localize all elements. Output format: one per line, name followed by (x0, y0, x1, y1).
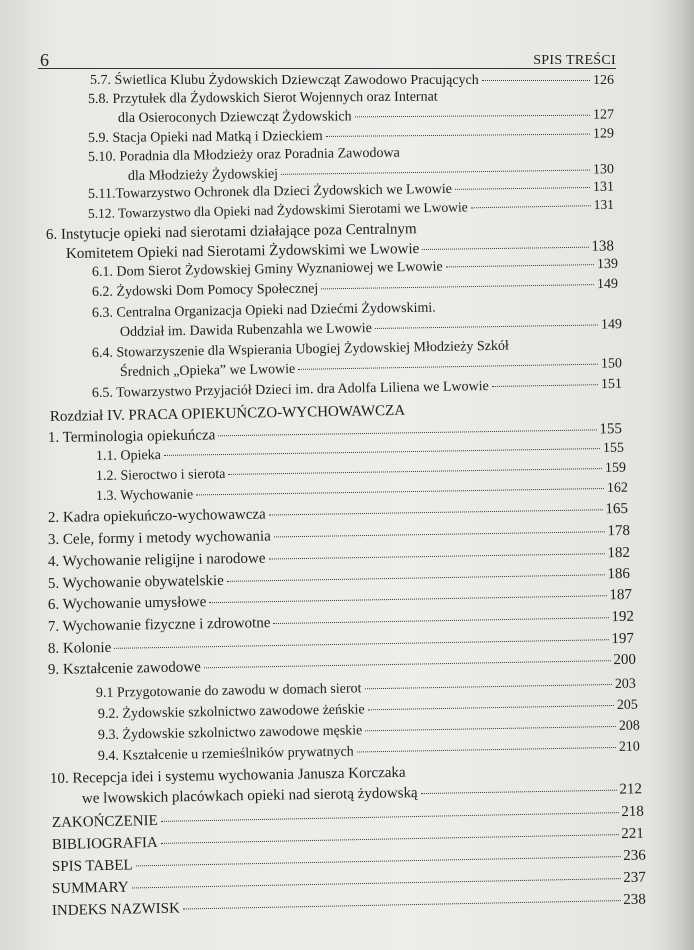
toc-entry-title: 8. Kolonie (47, 639, 112, 657)
toc-entry-title: 9. Kształcenie zawodowe (47, 659, 201, 678)
toc-entry-page: 149 (596, 276, 619, 293)
toc-entry-page: 129 (592, 126, 615, 142)
toc-entry-page: 126 (593, 73, 614, 88)
toc-entry-title: 5.9. Stacja Opieki nad Matką i Dzieckiem (87, 128, 323, 146)
toc-dot-leader (326, 134, 590, 137)
running-head: SPIS TREŚCI (533, 53, 616, 68)
toc-entry-page: 131 (593, 196, 615, 213)
toc-entry-title: 5.7. Świetlica Klubu Żydowskich Dziewcząt Zawodowo Pracujących (90, 73, 479, 88)
toc-entry-title: dla Osieroconych Dziewcząt Żydowskich (117, 109, 352, 126)
toc-entry-title: BIBLIOGRAFIA (51, 834, 158, 853)
toc-entry-title: 10. Recepcja idei i systemu wychowania Janusza Korczaka (49, 764, 406, 787)
toc-entry-page: 212 (619, 781, 643, 798)
toc-dot-leader (196, 488, 604, 495)
toc-dot-leader (183, 900, 621, 909)
toc-entry-title: dla Młodzieży Żydowskiej (127, 166, 279, 184)
toc-dot-leader (298, 364, 598, 370)
toc-entry-title: 1.2. Sieroctwo i sierota (95, 466, 226, 484)
toc-entry-title: 5.12. Towarzystwo dla Opieki nad Żydowskimi Sierotami we Lwowie (87, 199, 468, 221)
toc-entry-page: 182 (607, 544, 631, 562)
toc-entry-title: 3. Cele, formy i metody wychowania (47, 528, 271, 548)
toc-entry-title: 6. Wychowanie umysłowe (47, 594, 207, 613)
toc-dot-leader (161, 834, 619, 844)
toc-entry-page: 197 (611, 630, 635, 648)
toc-entry-title: 1.1. Opieka (95, 447, 162, 464)
toc-entry-page: 203 (614, 676, 637, 692)
toc-entry-page: 187 (609, 586, 633, 604)
toc-entry-title: Rozdział IV. PRACA OPIEKUŃCZO-WYCHOWAWCZA (49, 402, 406, 425)
toc-dot-leader (471, 205, 591, 208)
toc-dot-leader (364, 684, 611, 689)
toc-dot-leader (161, 812, 619, 822)
toc-dot-leader (228, 468, 601, 475)
toc-entry-title: 6.4. Stowarzyszenie dla Wspierania Ubogiej Żydowskiej Młodzieży Szkół (91, 338, 509, 361)
toc-dot-leader (375, 324, 598, 329)
toc-entry-title: 6. Instytucje opieki nad sierotami działające poza Centralnym (45, 221, 417, 243)
toc-entry-title: 5.8. Przytułek dla Żydowskich Sierot Wojennych oraz Internat (87, 89, 438, 107)
toc-entry-title: 9.3. Żydowskie szkolnictwo zawodowe męskie (97, 723, 363, 743)
toc-entry-title: 6.2. Żydowski Dom Pomocy Społecznej (91, 281, 319, 300)
toc-entry-title: 9.4. Kształcenie u rzemieślników prywatnych (97, 744, 354, 764)
toc-dot-leader (269, 509, 603, 515)
toc-entry-page: 149 (600, 317, 623, 333)
toc-dot-leader (281, 170, 590, 175)
toc-entry-title: 1. Terminologia opiekuńcza (47, 427, 216, 446)
toc-dot-leader (321, 284, 594, 289)
toc-entry-page: 238 (623, 891, 647, 909)
toc-entry-page: 162 (606, 480, 629, 496)
toc-dot-leader (421, 790, 617, 794)
toc-entry-page: 192 (611, 608, 635, 626)
toc-entry-title: 7. Wychowanie fizyczne i zdrowotne (47, 615, 271, 635)
toc-entry-page: 208 (618, 718, 641, 734)
toc-entry-title: 6.3. Centralna Organizacja Opieki nad Dziećmi Żydowskimi. (91, 300, 436, 321)
toc-dot-leader (164, 448, 600, 456)
toc-dot-leader (482, 80, 590, 81)
toc-dot-leader (268, 553, 604, 559)
toc-entry-page: 165 (605, 500, 629, 518)
toc-entry-page: 237 (623, 869, 647, 887)
toc-entry-title: 9.2. Żydowskie szkolnictwo zawodowe żeńskie (97, 702, 365, 722)
toc-entry-page: 200 (613, 651, 637, 669)
toc-entry-page: 186 (607, 565, 631, 583)
toc-entry-page: 178 (607, 522, 631, 540)
toc-entry-page: 205 (616, 697, 639, 713)
toc-entry-title: 9.1 Przygotowanie do zawodu w domach sierot (95, 681, 362, 701)
toc-entry-title: SUMMARY (51, 879, 129, 897)
toc-dot-leader (114, 639, 608, 649)
toc-entry-page: 155 (602, 440, 625, 457)
toc-dot-leader (357, 747, 616, 753)
toc-entry-page: 155 (599, 420, 623, 438)
toc-dot-leader (365, 726, 616, 731)
toc-dot-leader (446, 264, 594, 267)
toc-dot-leader (422, 247, 588, 250)
toc-entry-title: 4. Wychowanie religijne i narodowe (47, 550, 266, 570)
toc-entry-title: Komitetem Opieki nad Sierotami Żydowskimi we Lwowie (65, 241, 420, 262)
toc-dot-leader (209, 595, 606, 603)
toc-dot-leader (218, 429, 596, 436)
toc-dot-leader (492, 384, 598, 387)
toc-entry-title: INDEKS NAZWISK (51, 900, 180, 919)
toc-dot-leader (136, 856, 621, 866)
toc-entry-title: we lwowskich placówkach opieki nad sierotą żydowską (81, 785, 418, 807)
toc-dot-leader (274, 531, 605, 537)
toc-entry-page: 150 (600, 356, 623, 372)
toc-entry-page: 159 (604, 460, 627, 477)
toc-entry-title: ZAKOŃCZENIE (51, 812, 158, 831)
toc-dot-leader (455, 187, 590, 190)
toc-entry-title: 6.1. Dom Sierot Żydowskiej Gminy Wyznaniowej we Lwowie (91, 259, 443, 280)
toc-entry-title: Oddział im. Dawida Rubenzahla we Lwowie (119, 321, 372, 340)
toc-dot-leader (204, 660, 611, 668)
toc-dot-leader (368, 705, 614, 710)
toc-dot-leader (355, 115, 590, 118)
toc-entry-page: 127 (592, 107, 615, 123)
toc-entry-title: 5.10. Poradnia dla Młodzieży oraz Poradnia Zawodowa (87, 145, 400, 165)
toc-entry-page: 139 (596, 256, 619, 273)
toc-entry-title: 1.3. Wychowanie (95, 487, 194, 504)
toc-entry-title: 5.11.Towarzystwo Ochronek dla Dzieci Żydowskich we Lwowie (87, 181, 452, 202)
toc-entry-page: 218 (621, 803, 645, 821)
toc-dot-leader (132, 878, 621, 888)
toc-entry-page: 236 (623, 847, 647, 865)
toc-dot-leader (227, 574, 605, 582)
page-number: 6 (40, 50, 49, 70)
toc-entry-page: 221 (621, 825, 645, 843)
toc-entry-page: 130 (592, 162, 615, 178)
toc-entry-title: SPIS TABEL (51, 857, 133, 875)
toc-entry-title: 5. Wychowanie obywatelskie (47, 572, 224, 592)
toc-entry-title: 2. Kadra opiekuńczo-wychowawcza (47, 506, 266, 526)
toc-entry-page: 131 (592, 179, 615, 195)
toc-entry-page: 210 (618, 739, 641, 755)
toc-dot-leader (273, 617, 608, 624)
toc-entry-title: 6.5. Towarzystwo Przyjaciół Dzieci im. dra Adolfa Liliena we Lwowie (91, 379, 489, 401)
toc-entry-page: 138 (591, 238, 615, 255)
toc-entry-page: 151 (600, 376, 623, 393)
toc-entry-title: Średnich „Opieka” we Lwowie (119, 361, 296, 380)
